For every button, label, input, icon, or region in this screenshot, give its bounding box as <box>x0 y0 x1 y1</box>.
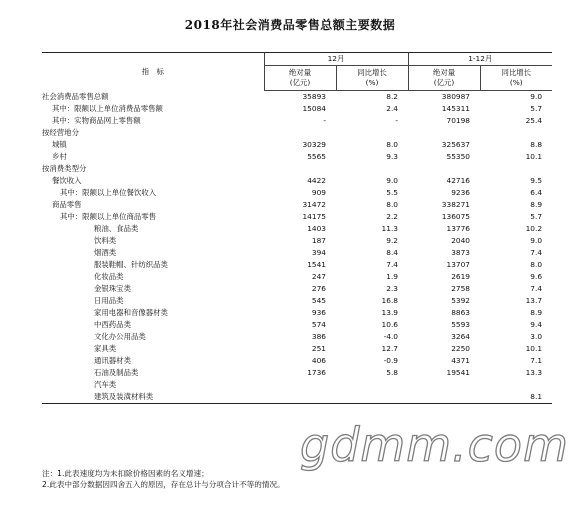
ytd-yoy-cell: 9.4 <box>530 320 543 329</box>
row-label: 其中：限额以上单位餐饮收入 <box>60 188 157 197</box>
month-abs-header: 绝对量 (亿元) <box>264 66 336 91</box>
month-abs-cell: 1736 <box>307 368 326 377</box>
ytd-yoy-cell <box>480 379 552 391</box>
table-row <box>42 331 552 343</box>
row-label: 商品零售 <box>52 200 82 209</box>
ytd-abs-header: 绝对量 (亿元) <box>408 66 480 91</box>
table-row <box>42 151 552 163</box>
month-abs-cell: 1541 <box>307 260 326 269</box>
ytd-abs-cell <box>408 379 480 391</box>
table-row <box>42 367 552 379</box>
month-abs-cell: 936 <box>311 308 326 317</box>
month-abs-cell: - <box>323 116 326 125</box>
month-abs-cell: 394 <box>311 248 326 257</box>
table-row <box>42 91 552 104</box>
row-label: 其中：限额以上单位消费品零售额 <box>52 104 163 113</box>
ytd-yoy-cell: 7.1 <box>530 356 543 365</box>
table-row <box>42 283 552 295</box>
table-row <box>42 295 552 307</box>
month-abs-cell: 574 <box>311 320 326 329</box>
month-yoy-cell: 2.3 <box>386 284 399 293</box>
ytd-abs-cell: 70198 <box>446 116 471 125</box>
month-yoy-cell: 2.2 <box>386 212 399 221</box>
ytd-abs-cell: 2758 <box>451 284 471 293</box>
row-label: 其中：实物商品网上零售额 <box>52 116 141 125</box>
month-abs-cell <box>264 391 336 404</box>
ytd-yoy-cell: 8.8 <box>530 140 543 149</box>
month-yoy-cell <box>336 163 408 175</box>
month-yoy-cell: 13.9 <box>381 308 399 317</box>
ytd-yoy-header: 同比增长 (%) <box>480 66 552 91</box>
month-abs-cell: 5565 <box>307 152 326 161</box>
month-yoy-cell <box>336 379 408 391</box>
ytd-yoy-cell: 10.1 <box>525 344 543 353</box>
month-yoy-cell <box>336 391 408 404</box>
month-abs-cell <box>264 163 336 175</box>
table-row <box>42 223 552 235</box>
month-abs-cell: 909 <box>311 188 326 197</box>
table-row <box>42 163 552 175</box>
row-label: 日用品类 <box>94 296 124 305</box>
month-abs-cell: 1403 <box>307 224 326 233</box>
table-row <box>42 307 552 319</box>
month-yoy-cell: 10.6 <box>381 320 399 329</box>
ytd-yoy-cell: 9.6 <box>530 272 543 281</box>
ytd-yoy-cell: 8.1 <box>480 391 552 404</box>
ytd-abs-cell: 5593 <box>451 320 471 329</box>
table-row <box>42 379 552 391</box>
row-label: 粮油、食品类 <box>94 224 139 233</box>
row-label: 通讯器材类 <box>94 356 131 365</box>
ytd-abs-cell: 2040 <box>451 236 471 245</box>
row-label: 乡村 <box>52 152 67 161</box>
indicator-header: 指 标 <box>42 53 264 91</box>
ytd-abs-cell: 9236 <box>451 188 471 197</box>
month-abs-cell: 247 <box>311 272 326 281</box>
month-yoy-cell: 9.0 <box>386 176 399 185</box>
ytd-group-header: 1-12月 <box>408 53 552 66</box>
table-row <box>42 343 552 355</box>
table-row <box>42 319 552 331</box>
ytd-yoy-cell: 9.0 <box>530 236 543 245</box>
month-abs-cell: 35893 <box>302 92 326 101</box>
ytd-abs-cell: 325637 <box>441 140 471 149</box>
ytd-yoy-cell: 10.1 <box>525 152 543 161</box>
month-yoy-cell: 9.2 <box>386 236 399 245</box>
ytd-yoy-cell <box>480 127 552 139</box>
row-label: 饮料类 <box>94 236 117 245</box>
ytd-yoy-cell: 10.2 <box>525 224 543 233</box>
table-row <box>42 259 552 271</box>
month-yoy-cell: 8.0 <box>386 200 399 209</box>
ytd-yoy-cell: 5.7 <box>530 212 543 221</box>
ytd-abs-cell: 338271 <box>441 200 471 209</box>
ytd-yoy-cell: 8.0 <box>530 260 543 269</box>
table-row <box>42 115 552 127</box>
ytd-yoy-cell: 3.0 <box>530 332 543 341</box>
row-label: 汽车类 <box>94 380 117 389</box>
ytd-yoy-cell: 8.9 <box>530 200 543 209</box>
table-row <box>42 355 552 367</box>
ytd-yoy-cell: 13.3 <box>525 368 543 377</box>
ytd-abs-cell: 136075 <box>441 212 471 221</box>
ytd-abs-cell <box>408 391 480 404</box>
row-label: 烟酒类 <box>94 248 117 257</box>
month-yoy-cell: 2.4 <box>386 104 399 113</box>
month-abs-cell: 14175 <box>302 212 326 221</box>
month-abs-cell: 276 <box>311 284 326 293</box>
month-yoy-cell: 5.5 <box>386 188 399 197</box>
ytd-yoy-cell: 25.4 <box>525 116 543 125</box>
table-row <box>42 235 552 247</box>
row-label: 石油及制品类 <box>94 368 139 377</box>
month-yoy-cell: - <box>395 116 399 125</box>
month-abs-cell <box>264 127 336 139</box>
row-label: 社会消费品零售总额 <box>42 91 109 101</box>
month-yoy-cell: 8.2 <box>386 92 399 101</box>
ytd-abs-cell: 4371 <box>451 356 471 365</box>
row-label: 按消费类型分 <box>42 164 87 173</box>
month-abs-cell: 31472 <box>302 200 326 209</box>
table-row <box>42 139 552 151</box>
month-abs-cell: 386 <box>311 332 326 341</box>
month-yoy-cell: 12.7 <box>381 344 399 353</box>
ytd-yoy-cell: 7.4 <box>530 284 543 293</box>
table-row <box>42 103 552 115</box>
row-label: 建筑及装潢材料类 <box>42 391 264 404</box>
month-yoy-cell: 16.8 <box>381 296 399 305</box>
ytd-abs-cell: 13776 <box>446 224 471 233</box>
page-title: 2018年社会消费品零售总额主要数据 <box>184 18 396 32</box>
ytd-yoy-cell: 7.4 <box>530 248 543 257</box>
ytd-yoy-cell: 13.7 <box>525 296 543 305</box>
month-abs-cell: 15084 <box>302 104 326 113</box>
row-label: 化妆品类 <box>94 272 124 281</box>
table-row <box>42 199 552 211</box>
table-row <box>42 247 552 259</box>
row-label: 按经营地分 <box>42 128 79 137</box>
ytd-yoy-cell: 5.7 <box>530 104 543 113</box>
footnotes <box>42 468 285 490</box>
ytd-abs-cell: 19541 <box>446 368 471 377</box>
ytd-abs-cell: 380987 <box>441 92 471 101</box>
table-row <box>42 175 552 187</box>
ytd-abs-cell: 2619 <box>451 272 471 281</box>
ytd-abs-cell: 145311 <box>441 104 471 113</box>
month-yoy-cell: 7.4 <box>386 260 399 269</box>
month-abs-cell: 187 <box>311 236 326 245</box>
ytd-abs-cell: 13707 <box>446 260 471 269</box>
ytd-abs-cell: 42716 <box>446 176 471 185</box>
row-label: 服装鞋帽、针纺织品类 <box>94 260 168 269</box>
ytd-abs-cell: 5392 <box>451 296 471 305</box>
ytd-yoy-cell: 6.4 <box>530 188 543 197</box>
footnote-2: 2.此表中部分数据因四舍五入的原因，存在总计与分项合计不等的情况。 <box>42 480 285 489</box>
month-yoy-header: 同比增长 (%) <box>336 66 408 91</box>
month-abs-cell: 251 <box>311 344 326 353</box>
month-yoy-cell <box>336 127 408 139</box>
month-yoy-cell: 8.0 <box>386 140 399 149</box>
watermark-logo: gdmm.com <box>300 418 569 472</box>
row-label: 文化办公用品类 <box>94 332 146 341</box>
table-row <box>42 127 552 139</box>
row-label: 家用电器和音像器材类 <box>94 308 168 317</box>
row-label: 其中：限额以上单位商品零售 <box>60 212 157 221</box>
month-yoy-cell: 5.8 <box>386 368 399 377</box>
month-abs-cell: 545 <box>311 296 326 305</box>
retail-data-table <box>42 52 552 404</box>
month-abs-cell: 406 <box>311 356 326 365</box>
ytd-abs-cell: 55350 <box>446 152 471 161</box>
row-label: 家具类 <box>94 344 117 353</box>
month-yoy-cell: -4.0 <box>383 332 399 341</box>
ytd-abs-cell: 3873 <box>451 248 471 257</box>
ytd-abs-cell <box>408 127 480 139</box>
row-label: 金银珠宝类 <box>94 284 131 293</box>
ytd-yoy-cell: 8.9 <box>530 308 543 317</box>
month-yoy-cell: -0.9 <box>383 356 399 365</box>
table-row <box>42 391 552 404</box>
month-abs-cell: 4422 <box>307 176 326 185</box>
row-label: 餐饮收入 <box>52 176 82 185</box>
row-label: 城镇 <box>52 140 67 149</box>
table-row <box>42 211 552 223</box>
ytd-abs-cell: 8863 <box>451 308 471 317</box>
ytd-abs-cell: 2250 <box>451 344 471 353</box>
ytd-yoy-cell: 9.0 <box>530 92 543 101</box>
month-yoy-cell: 8.4 <box>386 248 399 257</box>
month-yoy-cell: 11.3 <box>381 224 399 233</box>
ytd-abs-cell: 3264 <box>451 332 471 341</box>
month-abs-cell <box>264 379 336 391</box>
month-yoy-cell: 1.9 <box>386 272 399 281</box>
ytd-yoy-cell <box>480 163 552 175</box>
ytd-abs-cell <box>408 163 480 175</box>
month-group-header: 12月 <box>264 53 408 66</box>
table-row <box>42 271 552 283</box>
month-yoy-cell: 9.3 <box>386 152 399 161</box>
ytd-yoy-cell: 9.5 <box>530 176 543 185</box>
table-row <box>42 187 552 199</box>
footnote-1: 注：1.此表速度均为未扣除价格因素的名义增速； <box>42 469 209 478</box>
row-label: 中西药品类 <box>94 320 131 329</box>
month-abs-cell: 30329 <box>302 140 326 149</box>
